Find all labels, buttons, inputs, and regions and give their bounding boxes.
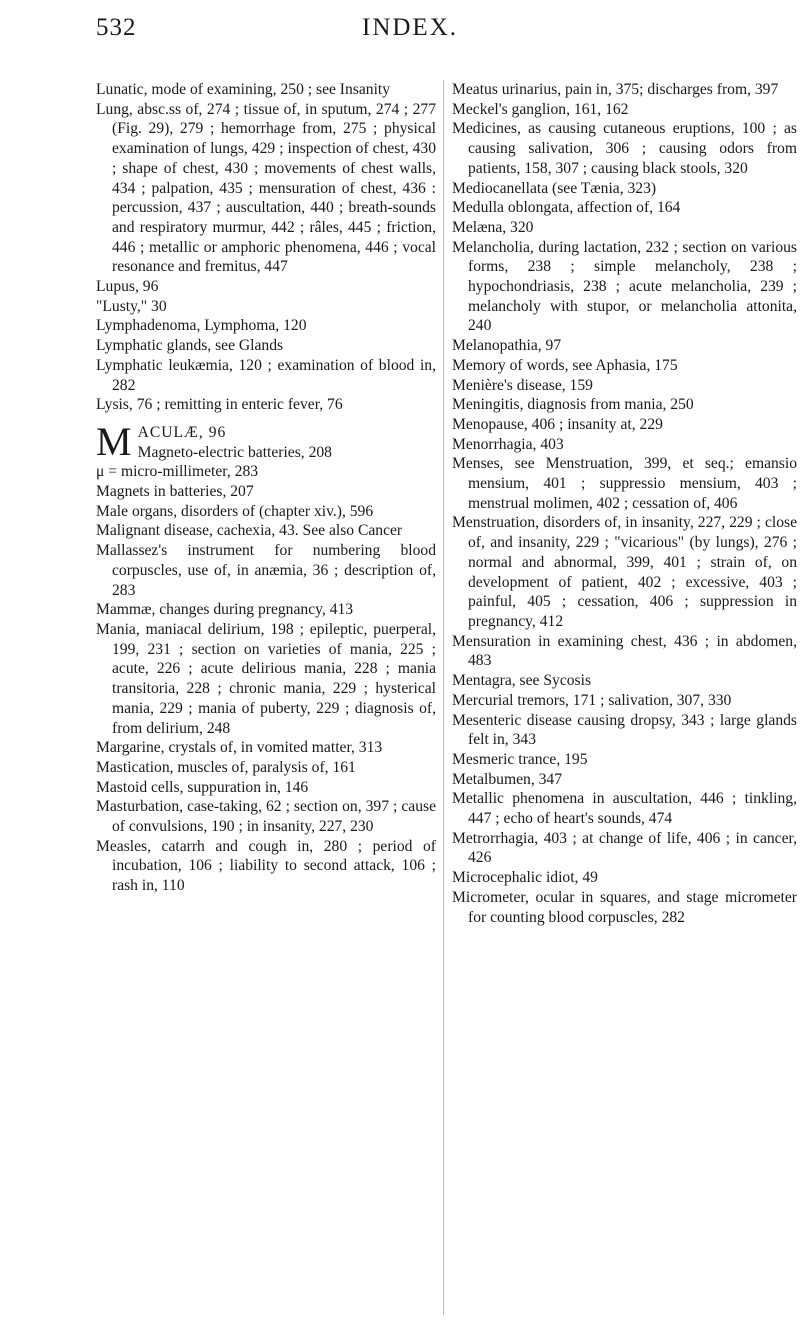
index-entry: Meningitis, diagnosis from mania, 250 (452, 396, 694, 414)
index-entry: Lunatic, mode of examining, 250 ; see Insanity (96, 81, 391, 98)
index-entry: Mediocanellata (see Tænia, 323) (452, 179, 657, 197)
index-entry: Medicines, as causing cutaneous eruptions, 100 ; as causing salivation, 306 ; causing odors from patients, 158, 307 ; causing black stools, 320 (452, 120, 797, 177)
index-entry: Menière's disease, 159 (452, 376, 593, 394)
index-entry: Menses, see Menstruation, 399, et seq.; emansio mensium, 401 ; suppressio mensium, 403 ; menstrual molimen, 402 ; cessation of, 406 (452, 455, 797, 512)
right-column (452, 80, 797, 927)
index-entry: Measles, catarrh and cough in, 280 ; period of incubation, 106 ; liability to second attack, 106 ; rash in, 110 (96, 837, 436, 895)
index-entry: Mesenteric disease causing dropsy, 343 ; large glands felt in, 343 (452, 711, 797, 749)
index-entry: Lymphatic leukæmia, 120 ; examination of blood in, 282 (96, 356, 436, 394)
index-entry: Magnets in batteries, 207 (96, 483, 254, 501)
index-entry: Menorrhagia, 403 (452, 435, 564, 453)
index-entry: Microcephalic idiot, 49 (452, 869, 598, 887)
index-entry: Menopause, 406 ; insanity at, 229 (452, 415, 663, 433)
index-entry: Meatus urinarius, pain in, 375; discharges from, 397 (452, 81, 779, 98)
section-heading: ACULÆ, 96 (137, 423, 227, 441)
index-entry: "Lusty," 30 (96, 297, 167, 315)
index-entry: Masturbation, case-taking, 62 ; section on, 397 ; cause of convulsions, 190 ; in insanity, 227, 230 (96, 798, 436, 836)
index-entry: Mastoid cells, suppuration in, 146 (96, 778, 309, 796)
index-entry: Melanopathia, 97 (452, 337, 562, 355)
index-entry: Mastication, muscles of, paralysis of, 161 (96, 758, 356, 776)
index-entry: Melancholia, during lactation, 232 ; section on various forms, 238 ; simple melancholy, 238 ; hypochondriasis, 238 ; acute melancholia, 239 ; melancholy with stupor, or melancholia attonita, 240 (452, 238, 797, 335)
index-entry: Mentagra, see Sycosis (452, 672, 592, 690)
index-entry: Metalbumen, 347 (452, 770, 563, 788)
index-entry: Meckel's ganglion, 161, 162 (452, 100, 629, 118)
section-m (96, 418, 436, 464)
index-entry: Mercurial tremors, 171 ; salivation, 307, 330 (452, 691, 732, 709)
index-entry: μ = micro-millimeter, 283 (96, 463, 259, 481)
index-entry: Melæna, 320 (452, 218, 534, 236)
index-entry: Lysis, 76 ; remitting in enteric fever, 76 (96, 396, 343, 414)
index-entry: Malignant disease, cachexia, 43. See also Cancer (96, 522, 403, 540)
section-dropcap: M (96, 418, 132, 464)
index-entry: Memory of words, see Aphasia, 175 (452, 356, 678, 374)
index-entry: Medulla oblongata, affection of, 164 (452, 199, 681, 217)
column-divider (443, 80, 444, 1315)
index-entry: Micrometer, ocular in squares, and stage micrometer for counting blood corpuscles, 282 (452, 888, 797, 926)
index-entry: Lymphadenoma, Lymphoma, 120 (96, 317, 307, 335)
index-entry: Menstruation, disorders of, in insanity, 227, 229 ; close of, and insanity, 229 ; "vicarious" (by lungs), 276 ; normal and abnormal, 399, 401 ; strain of, on development of patient, 402 ; excessive, 403 ; painful, 405 ; cessation, 406 ; suppression in pregnancy, 412 (452, 514, 797, 630)
index-entry: Lymphatic glands, see Glands (96, 337, 284, 355)
index-entry: Mania, maniacal delirium, 198 ; epileptic, puerperal, 199, 231 ; section on varieties of mania, 225 ; acute, 226 ; acute delirious mania, 228 ; mania transitoria, 228 ; chronic mania, 229 ; hysterical mania, 229 ; mania of puberty, 229 ; diagnosis of, from delirium, 248 (96, 620, 436, 737)
index-entry: Mammæ, changes during pregnancy, 413 (96, 601, 354, 619)
index-entry: Metallic phenomena in auscultation, 446 ; tinkling, 447 ; echo of heart's sounds, 474 (452, 790, 797, 828)
page-number: 532 (96, 14, 137, 41)
index-entry: Mesmeric trance, 195 (452, 750, 588, 768)
index-entry: Magneto-electric batteries, 208 (137, 443, 332, 461)
index-entry: Male organs, disorders of (chapter xiv.), 596 (96, 502, 374, 520)
index-entry: Margarine, crystals of, in vomited matter, 313 (96, 739, 383, 757)
running-title: INDEX. (362, 14, 459, 41)
index-entry: Metrorrhagia, 403 ; at change of life, 406 ; in cancer, 426 (452, 829, 797, 867)
index-entry: Lung, absc.ss of, 274 ; tissue of, in sputum, 274 ; 277 (Fig. 29), 279 ; hemorrhage from, 275 ; physical examination of lungs, 429 ; inspection of chest, 430 ; shape of chest, 430 ; movements of chest walls, 434 ; palpation, 435 ; mensuration of chest, 436 : percussion, 437 ; auscultation, 440 ; breath-sounds and respiratory murmur, 442 ; râles, 445 ; friction, 446 ; metallic or amphoric phenomena, 446 ; vocal resonance and fremitus, 447 (96, 100, 436, 276)
index-entry: Mensuration in examining chest, 436 ; in abdomen, 483 (452, 632, 797, 670)
page-header (0, 14, 801, 44)
left-column (96, 80, 436, 896)
index-entry: Lupus, 96 (96, 278, 159, 296)
index-entry: Mallassez's instrument for numbering blood corpuscles, use of, in anæmia, 36 ; description of, 283 (96, 542, 436, 599)
